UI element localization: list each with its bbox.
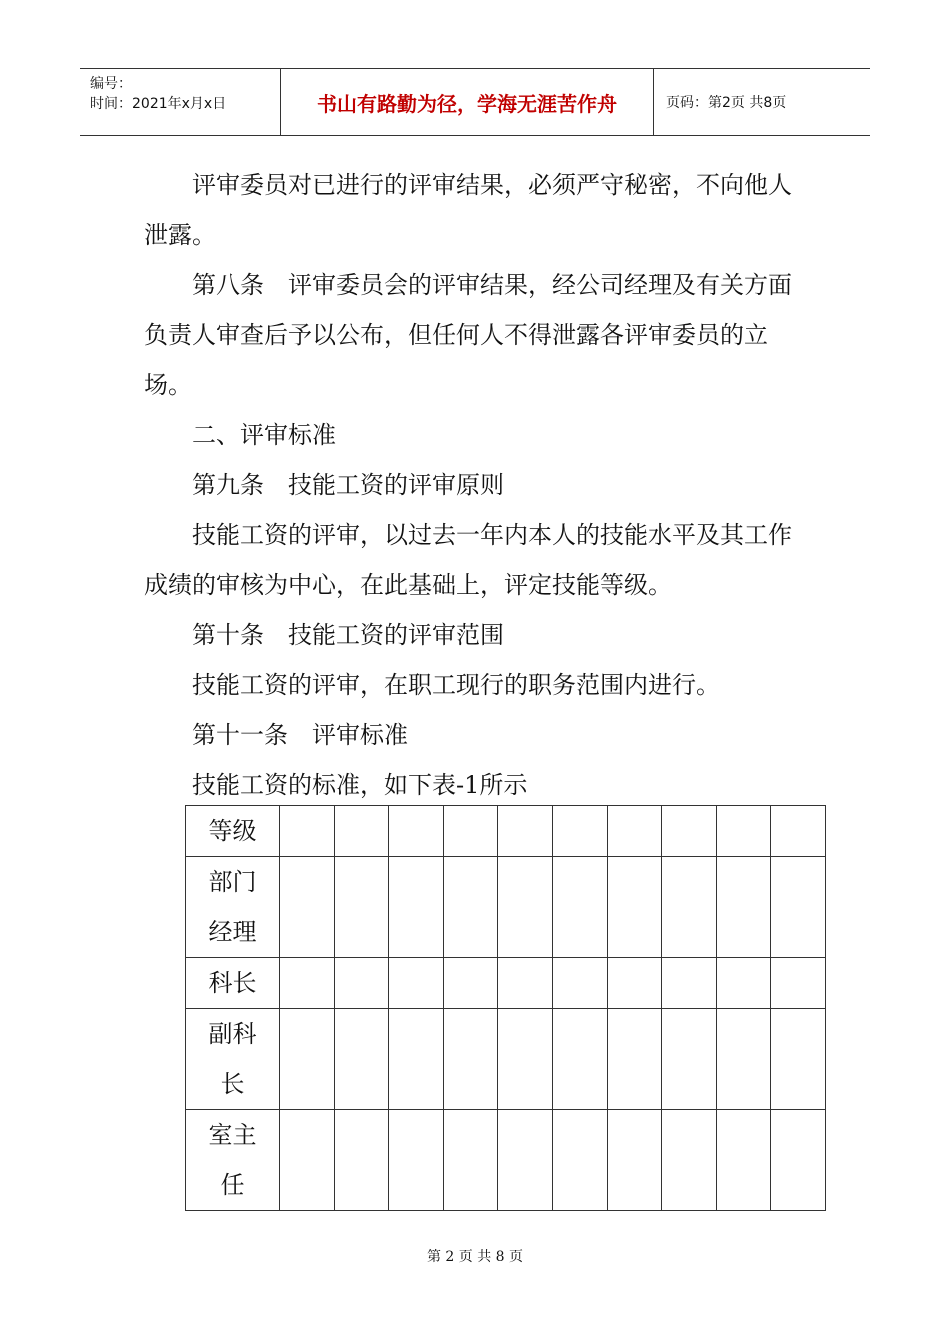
row-label <box>186 958 280 1009</box>
table-cell <box>607 806 662 857</box>
table-cell <box>389 958 444 1009</box>
table-cell <box>498 857 553 958</box>
table-cell <box>771 958 826 1009</box>
table-cell <box>771 857 826 958</box>
table-cell <box>280 806 335 857</box>
table-cell <box>552 806 607 857</box>
table-cell <box>443 1009 498 1110</box>
table-cell <box>607 1009 662 1110</box>
table-cell <box>552 857 607 958</box>
paragraph: 第十条 技能工资的评审范围 <box>192 621 504 649</box>
paragraph: 第八条 评审委员会的评审结果，经公司经理及有关方面负责人审查后予以公布，但任何人不得泄露各评审委员的立场。 <box>144 271 792 399</box>
number-label: 编号： <box>90 76 132 92</box>
skill-wage-table <box>185 805 826 1211</box>
document-body <box>144 160 794 810</box>
table-cell <box>389 857 444 958</box>
table-cell <box>334 857 389 958</box>
table-cell <box>498 806 553 857</box>
row-label <box>186 1009 280 1110</box>
table-cell <box>716 806 771 857</box>
paragraph: 技能工资的评审，在职工现行的职务范围内进行。 <box>192 671 720 699</box>
table-cell <box>389 1110 444 1211</box>
table-row <box>186 806 826 857</box>
table-row <box>186 958 826 1009</box>
table-cell <box>498 958 553 1009</box>
paragraph: 评审委员对已进行的评审结果，必须严守秘密，不向他人泄露。 <box>144 171 792 249</box>
table-cell <box>443 1110 498 1211</box>
table-cell <box>662 1110 717 1211</box>
row-label <box>186 1110 280 1211</box>
row-label-line: 科长 <box>208 969 257 997</box>
table-cell <box>443 958 498 1009</box>
header-page-info: 页码：第2页 共8页 <box>666 95 787 111</box>
table-cell <box>716 958 771 1009</box>
table-cell <box>552 958 607 1009</box>
row-label-line: 长 <box>220 1070 245 1098</box>
table-cell <box>716 857 771 958</box>
paragraph: 第九条 技能工资的评审原则 <box>192 471 504 499</box>
page-header <box>80 68 870 136</box>
row-label-line: 副科 <box>208 1020 257 1048</box>
row-label <box>186 857 280 958</box>
table-cell <box>389 1009 444 1110</box>
table-row <box>186 857 826 958</box>
table-cell <box>607 1110 662 1211</box>
paragraph: 技能工资的评审，以过去一年内本人的技能水平及其工作成绩的审核为中心，在此基础上，评定技能等级。 <box>144 521 792 599</box>
table-cell <box>771 1110 826 1211</box>
table-cell <box>280 857 335 958</box>
table-cell <box>334 1009 389 1110</box>
table-row <box>186 1009 826 1110</box>
table-cell <box>334 958 389 1009</box>
table-cell <box>662 806 717 857</box>
paragraph: 二、评审标准 <box>192 421 336 449</box>
table-cell <box>443 806 498 857</box>
table-cell <box>662 857 717 958</box>
row-label-line: 任 <box>220 1171 245 1199</box>
header-motto: 书山有路勤为径，学海无涯苦作舟 <box>281 69 654 135</box>
header-meta <box>80 69 281 135</box>
table-row <box>186 1110 826 1211</box>
table-cell <box>662 1009 717 1110</box>
table-cell <box>552 1009 607 1110</box>
row-label-line: 室主 <box>208 1121 257 1149</box>
table-cell <box>280 958 335 1009</box>
table-cell <box>716 1009 771 1110</box>
table-cell <box>552 1110 607 1211</box>
row-label-line: 部门 <box>208 868 257 896</box>
table-cell <box>280 1009 335 1110</box>
table-cell <box>771 1009 826 1110</box>
paragraph: 第十一条 评审标准 <box>192 721 408 749</box>
table-cell <box>389 806 444 857</box>
time-label: 时间：2021年x月x日 <box>90 96 227 112</box>
table-cell <box>498 1009 553 1110</box>
table-cell <box>334 1110 389 1211</box>
page-footer: 第 2 页 共 8 页 <box>426 1249 524 1265</box>
table-cell <box>498 1110 553 1211</box>
table-cell <box>334 806 389 857</box>
row-label <box>186 806 280 857</box>
table-cell <box>662 958 717 1009</box>
table-cell <box>280 1110 335 1211</box>
table-cell <box>716 1110 771 1211</box>
row-label-line: 等级 <box>208 817 257 845</box>
table-cell <box>771 806 826 857</box>
table-cell <box>443 857 498 958</box>
row-label-line: 经理 <box>208 918 257 946</box>
table-cell <box>607 958 662 1009</box>
table-cell <box>607 857 662 958</box>
paragraph: 技能工资的标准，如下表-1所示 <box>192 771 528 799</box>
